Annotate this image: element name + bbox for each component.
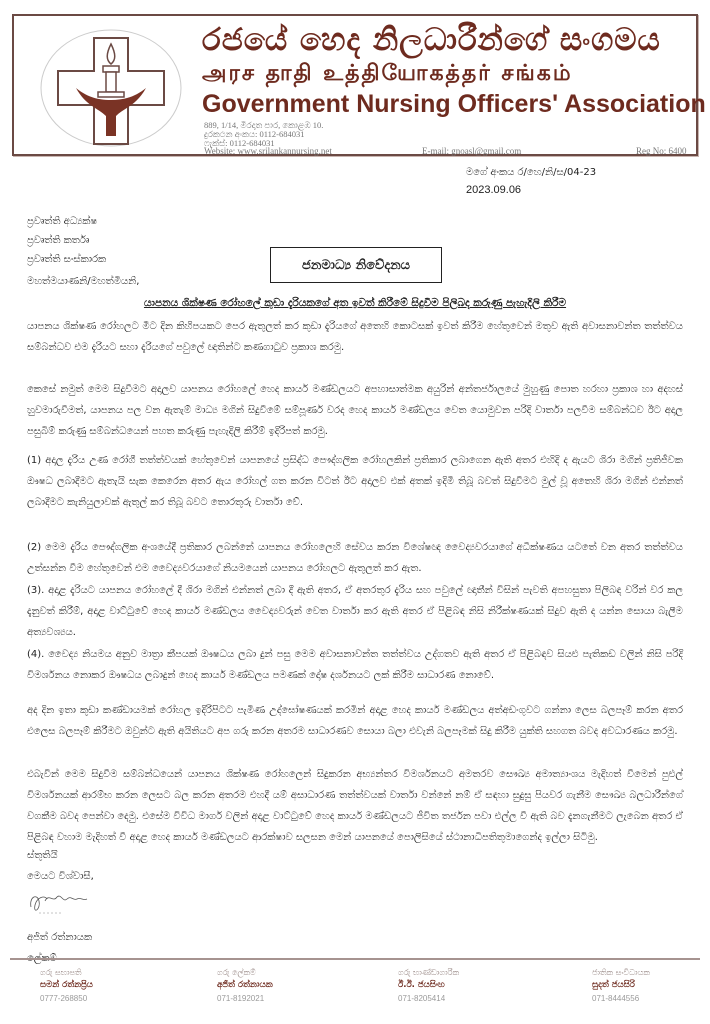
subject-heading: යාපනය ශික්ෂණ රෝහලේ කුඩා දැරියකගේ අත ඉවත් කිරීමේ සිදුවීම පිලිබද කරුණු පැහැදිලි කිරීම [143, 297, 567, 309]
paragraph-text: (4). වෛද්‍ය නියමය අනුව මාත්‍රා කීපයක් ඖෂධය ලබා දුන් පසු මෙම අවාසනාවන්ත තත්ත්වය උද්ගතව ඇති අතර ඒ පිළිබඳව සියළු පැතිකඩ වලින් නිසි පරිදි විමර්ශනය නොකර ඖෂධය ලබාදුන් හෙද කාර්ය මණ්ඩලය පමණක් දෝෂ දර්ශනයට ලක් කිරීම සාධාරණ නොවේ. [27, 649, 683, 681]
paragraph-text: (2) මෙම දැරිය පෞද්ගලික අංශයේදී ප්‍රතිකාර ලබන්නේ යාපනය රෝහලෙහි සේවය කරන විශේෂඥ වෛද්‍යවරයාගේ අධීක්ෂණය යටතේ වන අතර තත්ත්වය උත්සන්න වීම හේතුවෙන් එම වෛද්‍යවරයාගේ නියමයෙන් යාපනය රෝහලට ඇතුලත් කර ඇත. [27, 542, 683, 574]
officer-phone: 0777-268850 [40, 994, 88, 1003]
signature-icon [27, 887, 107, 919]
body-paragraph [27, 316, 683, 358]
thanks-text: ස්තුතියි [27, 850, 58, 861]
officer-name: අජිත් රත්නායක [217, 980, 273, 990]
officer-role: ගරු ලේකම් [217, 968, 256, 977]
notice-title: ජනමාධ්‍ය නිවේදනය [270, 247, 442, 283]
paragraph-text: අද දින ඉතා කුඩා කණ්ඩායමක් රෝහල ඉදිරිපිටට පැමිණ උද්ඝෝෂණයක් කරමින් අදාළ හෙද කාර්ය මණ්ඩලය අත්අඩංගුවට ගන්නා ලෙස බලපෑම් කරන අතර එලෙස බලපෑම් කිරීමට ඔවුන්ට ඇති අයිතියට අප ගරු කරන අතරම සාධාරණව සොයා බලා එවැනි බලපෑමක් සිදු කිරීම යුක්ති සහගත බවද අවධාරණය කරමු. [27, 705, 683, 737]
org-name-tamil: அரச தாதி உத்தியோகத்தர் சங்கம் [202, 60, 573, 86]
paragraph-text: කෙසේ නමුත් මෙම සිදුවීමට අදාලව යාපනය රෝහලේ හෙද කාර්ය මණ්ඩලයට අපහාසාත්මක අයුරින් අන්තර්ජාලයේ මුහුණු පොත හරහා ප්‍රකාශ හා අදහස් හුවමාරුවීමත්, යාපනය පල වන ඇතැම් මාධ්‍ය මගින් සිදුවීමේ සම්පූර්ණ වරද හෙද කාර්ය මණ්ඩලය වෙත යොමුවන පරිදි වාර්තා පලවීම සම්බන්ධව ඊට අදාල පසුබිම් කරුණු සම්බන්ධයෙන් පහත කරුණු පැහැදිලි කිරීම් ඉදිරිපත් කරමු. [27, 384, 683, 437]
officer-phone: 071-8192021 [217, 994, 265, 1003]
footer-divider [10, 958, 700, 960]
officer-role: ගරු සභාපති [40, 968, 82, 977]
signatory-name: අජිත් රත්නායක [27, 932, 93, 943]
salutation: මහත්මයාණනි/මහත්මියනි, [27, 276, 140, 287]
body-paragraph [27, 644, 683, 686]
signature-block [27, 845, 107, 969]
email-link[interactable]: E-mail: gnoasl@gmail.com [422, 146, 522, 156]
body-paragraph [27, 450, 683, 513]
reference-number: මගේ අංකය ර/හෙ/නි/ස/04-23 [466, 167, 597, 178]
paragraph-text: (3). අදාළ දැරියට යාපනය රෝහලේ දී ශිරා මගින් එන්නත් ලබා දී ඇති අතර, ඒ අතරතුර දැරිය සහ පවුලේ ඥාතීන් විසින් පැවති අපහසුතා පිලිබඳ වරින් වර කල දැනුවත් කිරීම්, අදාළ වාට්ටුවේ හෙද කාර්ය මණ්ඩලය වෛද්‍යවරුන් වෙත වාර්තා කර ඇති අතර ඒ පිළිබඳ නිසි නිරීක්ෂණයක් සිදුව ඇති ද යන්න සොයා බැලීම අත්‍යවශ්‍යය. [27, 585, 683, 638]
officer-name: සුදත් ජයසිරි [592, 980, 635, 990]
officer-phone: 071-8205414 [398, 994, 446, 1003]
letter-date: 2023.09.06 [466, 184, 522, 196]
letterhead [12, 14, 706, 156]
address: 889, 1/14, මිරදාත පාර, කොළඹ 10. [204, 120, 324, 130]
telephone: දුරකථන අංකය: 0112-684031 [204, 129, 305, 139]
body-paragraph [27, 580, 683, 643]
officer-role: ජාතික සංවිධායක [592, 968, 650, 977]
website-link[interactable]: Website: www.srilankannursing.net [204, 146, 332, 156]
fax: ෆැක්ස්: 0112-684031 [204, 138, 275, 148]
body-paragraph [27, 379, 683, 442]
recipient: ප්‍රවෘත්ති සංස්කාරක [27, 254, 107, 265]
paragraph-text: (1) අදාල දැරිය උණ රෝගී තත්ත්වයක් හේතුවෙන් යාපනයේ ප්‍රසිද්ධ පෞද්ගලික රෝහලකින් ප්‍රතිකාර ලබාගෙන ඇති අතර එහිදි ද ඇයට ශිරා මගින් ප්‍රතිජීවක ඖෂධ ලබාදීමට ඇතැයි සැක කෙරෙන අතර ඇය රෝහල් ගත කරන විටත් ඊට අදාලව එක් අතක් ඉදිමී තිබූ බවත් සිදුවීමට මුල් වූ අතෙහි ශිරා මගින් එන්නත් ලබාදීමට කැනියුලාවක් ඇතුල් කර තිබූ බවට තොරතුරු වාර්තා වේ. [27, 455, 683, 508]
body-paragraph [27, 537, 683, 579]
body-paragraph [27, 700, 683, 742]
body-paragraph [27, 764, 683, 848]
footer-officer [398, 966, 459, 1005]
recipient: ප්‍රවෘත්ති අධ්‍යක්ෂ [27, 216, 98, 227]
officer-role: ගරු භාණ්ඩාගාරික [398, 968, 460, 977]
paragraph-text: යාපනය ශික්ෂණ රෝහලට මීට දින කිහිපයකට පෙර ඇතුලත් කර කුඩා දැරියගේ අතෙහි කොටසක් ඉවත් කිරීම හේතුවෙන් මතුව ඇති අවාසනාවන්ත තත්ත්වය සම්බන්ධව එම දැරියට සහා දැරියගේ පවුලේ ඥාතින්ට කණගාටුව ප්‍රකාශ කරමු. [27, 321, 683, 353]
footer-officer [592, 966, 650, 1005]
org-name-english: Government Nursing Officers' Association [202, 90, 706, 118]
officer-phone: 071-8444556 [592, 994, 640, 1003]
nursing-association-emblem-icon [36, 26, 186, 150]
footer-officer [217, 966, 273, 1005]
officer-name: ඊ.ඊ. ජයසිංහ [398, 980, 445, 990]
footer-officer [40, 966, 93, 1005]
org-name-sinhala: රජයේ හෙද නිලධාරීන්ගේ සංගමය [202, 22, 661, 58]
reg-number: Reg No: 6400 [636, 146, 687, 156]
paragraph-text: එබැවින් මෙම සිදුවීම සම්බන්ධයෙන් යාපනය ශික්ෂණ රෝහලෙන් සිදුකරන අභ්‍යන්තර විමර්ශනයට අමතරව සෞඛ්‍ය අමාත්‍යාංශය මැදිහත් වීමෙන් පුළුල් විමර්ශනයක් ආරම්භ කරන ලෙසට බල කරන අතරම එහදී යම් අසාධාරණ තත්ත්වයක් වාර්තා වන්නේ නම් ඒ සඳහා සුදුසු පියවර ගැනීම සෞඛ්‍ය බලධාරීන්ගේ වගකීම බවද පෙන්වා දෙමු. එසේම විවිධ මාර්ග වලින් අදාළ වාට්ටුවේ හෙද කාර්ය මණ්ඩලයට ජීවිත තර්ජන පවා එල්ල වී ඇති බව දැනගැනීමට ලැබෙන අතර ඒ පිළිබඳ වහාම මැදිහත් වී අදාළ හෙද කාර්ය මණ්ඩලයට ආරක්ෂාව සලසන මෙන් යාපනයේ පොලිසියේ ස්ථානාධිපතිතුමාගෙන්ද ඉල්ලා සිටිමු. [27, 769, 683, 843]
recipient: ප්‍රවෘත්ති කර්තෘ [27, 235, 90, 246]
officer-name: සමන් රත්නප්‍රිය [40, 980, 93, 990]
faithfully-text: මෙයට විශ්වාසී, [27, 871, 94, 882]
